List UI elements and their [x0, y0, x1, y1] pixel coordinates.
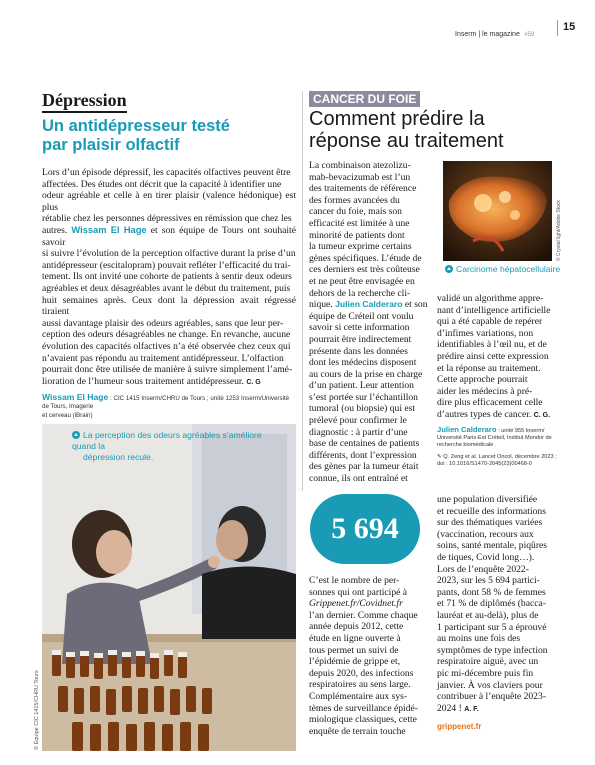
body-line: évolution des capacités olfactives n’a été observée chez ceux qui	[42, 340, 291, 352]
body-line: odeur agréable et celle à en tirer plaisir (valence hédonique) est plus	[42, 190, 296, 213]
rubric-title: Dépression	[42, 90, 127, 113]
caption-arrow-icon	[445, 265, 453, 273]
article-title-line: Un antidépresseur testé	[42, 117, 230, 135]
body-line: d’un patient. Leur attention	[309, 380, 414, 392]
body-line: dont les médecins disposent	[309, 357, 417, 369]
body-line: savoir si cette information	[309, 322, 410, 334]
body-line: la tumeur exprime certains	[309, 241, 412, 253]
body-line: affectées. Des études ont décrit que la capacité à identifier une	[42, 178, 282, 190]
body-line: La combinaison atezolizu-	[309, 160, 411, 171]
body-line: des traitements de référence	[309, 183, 417, 195]
right-article-divider	[302, 91, 303, 491]
body-line: différents, dont l’expression	[309, 449, 417, 461]
body-line: s’est portée sur l’échantillon	[309, 391, 418, 403]
body-line: sonnes qui ont participé à	[309, 586, 408, 598]
body-line: et ne peut être envisagée en	[309, 275, 415, 287]
author-credit: Wissam El Hage : CIC 1415 Inserm/CHRU de Tours ; unité 1253 Inserm/Université de Tours, Imagerie et cerveau (iBrain)	[42, 392, 290, 419]
photo-caption: La perception des odeurs agréables s’améliore quand la dépression recule.	[72, 430, 262, 462]
title-line: réponse au traitement	[309, 130, 504, 152]
body-line: connue, ils ont entraîné et	[309, 473, 408, 485]
body-line: soins, santé mentale, piqûres	[437, 540, 548, 552]
body-line: Grippenet.fr/Covidnet.fr	[309, 598, 403, 610]
body-line: au moins une fois des	[437, 633, 521, 645]
signature: A. F.	[464, 705, 479, 713]
body-line: respiratoire aiguë, avec un	[437, 656, 539, 668]
body-line: aussi davantage plaisir des odeurs agréables, sans que leur per-	[42, 317, 284, 329]
body-line: prédire ainsi cette expression	[437, 350, 549, 362]
caption-arrow-icon	[72, 431, 80, 439]
body-line: des gènes par la tumeur était	[309, 461, 419, 473]
body-line: ces derniers est très coûteuse	[309, 264, 420, 276]
author-name: Wissam El Hage	[42, 392, 109, 403]
author-inline: Wissam El Hage	[71, 224, 147, 235]
body-line: nique. Julien Calderaro et son	[309, 299, 428, 311]
body-line: autres. Wissam El Hage et son équipe de Tours ont souhaité savoir	[42, 224, 296, 248]
olfaction-test-photo	[42, 424, 296, 751]
article-title	[42, 117, 296, 155]
right-article-title	[309, 108, 569, 152]
header-divider	[557, 20, 558, 36]
body-line: mab-bevacizumab est l’un	[309, 171, 411, 183]
body-line: dire plus efficacement celle	[437, 397, 543, 409]
signature: C. G	[246, 378, 261, 386]
body-line: lauréat et au-delà), plus de	[437, 609, 539, 621]
body-line: agréables et deux désagréables avant le début du traitement, puis	[42, 282, 291, 294]
liver-illustration	[443, 161, 552, 261]
body-line: pourrait donc être utilisée de manière à suivre simplement l’amé-	[42, 364, 293, 376]
photo-illustration	[42, 424, 296, 751]
body-line: cancer du foie, mais son	[309, 206, 402, 218]
body-line: 2023, sur les 5 694 partici-	[437, 575, 540, 587]
body-line: pic mi-décembre puis fin	[437, 667, 534, 679]
body-line: qui a été capable de repérer	[437, 316, 543, 328]
body-line: tous permet un suivi de	[309, 644, 399, 656]
body-line: ception des odeurs désagréables ne change. En revanche, aucune	[42, 329, 291, 341]
body-line: lioration de l’humeur sous traitement antidépresseur. C. G	[42, 375, 261, 387]
body-line: pants, dont 58 % de femmes	[437, 586, 546, 598]
body-line: des formes avancées du	[309, 194, 400, 206]
body-line: identifiables à l’œil nu, et de	[437, 339, 547, 351]
body-line: si suivre l’évolution de la perception olfactive durant la prise d’un	[42, 248, 296, 260]
body-line: C’est le nombre de per-	[309, 575, 400, 586]
left-article	[42, 90, 296, 432]
liver-image	[443, 161, 552, 261]
body-line: étude en ligne ouverte à	[309, 632, 401, 644]
body-line: tement. Ils ont invité une cohorte de patients à sentir deux odeurs	[42, 271, 292, 283]
body-line: pourrait être indirectement	[309, 333, 412, 345]
grippenet-col1	[309, 575, 435, 737]
body-line: tèmes de surveillance épidé-	[309, 702, 418, 714]
body-line: Cette approche pourrait	[437, 374, 528, 386]
issue-number: #59	[524, 32, 535, 38]
title-line: Comment prédire la	[309, 108, 485, 130]
big-number: 5 694	[331, 512, 399, 545]
body-line: minorité de patients dont	[309, 229, 405, 241]
body-line: antidépresseur (escitalopram) pouvait refléter l’efficacité du trai-	[42, 259, 291, 271]
body-line: sur des thématiques variées	[437, 517, 543, 529]
stat-circle	[310, 494, 420, 564]
author-inline: Julien Calderaro	[335, 299, 403, 310]
right-article-col2	[437, 293, 569, 469]
body-line: rétablie chez les personnes dépressives en rémission que chez les	[42, 213, 292, 225]
photo-credit: © Équipe CIC 1415/CHRU Tours	[34, 670, 40, 750]
body-line: base de centaines de patients	[309, 438, 420, 450]
page-number: 15	[563, 21, 576, 33]
body-line: d’autres types de cancer. C. G.	[437, 408, 551, 420]
author-credit: Julien Calderaro : unité 955 Inserm/ Université Paris-Est Créteil, Institut Mondor de recherche biomédicale	[437, 424, 552, 449]
liver-image-caption: Carcinome hépatocellulaire	[445, 264, 565, 275]
body-line: Lors de l’enquête 2022-	[437, 563, 529, 575]
body-line: nant d’intelligence artificielle	[437, 304, 551, 316]
author-name: Julien Calderaro	[437, 424, 497, 434]
body-line: n’avaient pas répondu au traitement antidépresseur. L’olfaction	[42, 352, 284, 364]
grippenet-col2	[437, 494, 569, 715]
body-line: année depuis 2012, cette	[309, 621, 404, 633]
body-line: 2024 ! A. F.	[437, 702, 479, 714]
body-line: Lors d’un épisode dépressif, les capacités olfactives peuvent être	[42, 167, 291, 178]
body-line: au cours de la prise en charge	[309, 368, 423, 380]
body-line: de tiques, Covid long…).	[437, 551, 535, 563]
body-line: aider les médecins à pré-	[437, 385, 533, 397]
body-line: une population diversifiée	[437, 494, 538, 505]
body-line: Complémentaire aux sys-	[309, 690, 408, 702]
body-line: janvier. À vos claviers pour	[437, 679, 543, 691]
liver-image-credit: © Crystal light/Adobe Stock	[556, 200, 562, 261]
body-line: huit semaines après. Ceux dont la dépression avait régressé tiraient	[42, 294, 296, 318]
body-line: équipe de Créteil ont voulu	[309, 310, 414, 322]
body-line: présente dans les données	[309, 345, 408, 357]
body-line: depuis 2020, des infections	[309, 667, 414, 679]
body-line: symptômes de type infection	[437, 644, 548, 656]
body-line: 1 participant sur 5 a éprouvé	[437, 621, 547, 633]
body-line: dehors de la recherche cli-	[309, 287, 411, 299]
kicker-label: CANCER DU FOIE	[309, 91, 420, 107]
body-line: miologique classiques, cette	[309, 714, 417, 726]
reference: ✎ Q. Zeng et al. Lancet Oncol, décembre 2023 ; doi : 10.1016/S1470-2045(23)00468-0	[437, 453, 557, 468]
body-line: efficacité est limitée à une	[309, 217, 410, 229]
body-line: enquête de terrain touche	[309, 725, 406, 737]
grippenet-logo: grippenet.fr	[437, 722, 482, 731]
body-line: prélevé pour confirmer le	[309, 415, 407, 427]
body-line: l’an dernier. Comme chaque	[309, 609, 418, 621]
body-line: l’épidémie de grippe et,	[309, 656, 401, 668]
right-article-col1	[309, 160, 433, 485]
article-body	[42, 167, 296, 388]
article-title-line: par plaisir olfactif	[42, 136, 180, 154]
body-line: (vaccination, recours aux	[437, 528, 534, 540]
body-line: diagnostic : à partir d’une	[309, 426, 408, 438]
signature: C. G.	[533, 411, 551, 419]
body-line: d’infimes variations, non	[437, 327, 534, 339]
body-line: gènes spécifiques. L’étude de	[309, 252, 422, 264]
body-line: et 71 % de diplômés (bacca-	[437, 598, 546, 610]
body-line: validé un algorithme appre-	[437, 293, 544, 304]
document-icon: ✎	[437, 453, 442, 460]
body-line: et la réponse au traitement.	[437, 362, 541, 374]
body-line: respiratoires au sens large.	[309, 679, 411, 691]
body-line: tumoral (ou biopsie) qui est	[309, 403, 416, 415]
body-line: contribuer à l’enquête 2023-	[437, 691, 546, 703]
magazine-name: Inserm | le magazine	[455, 31, 520, 38]
body-line: et recueille des informations	[437, 505, 546, 517]
